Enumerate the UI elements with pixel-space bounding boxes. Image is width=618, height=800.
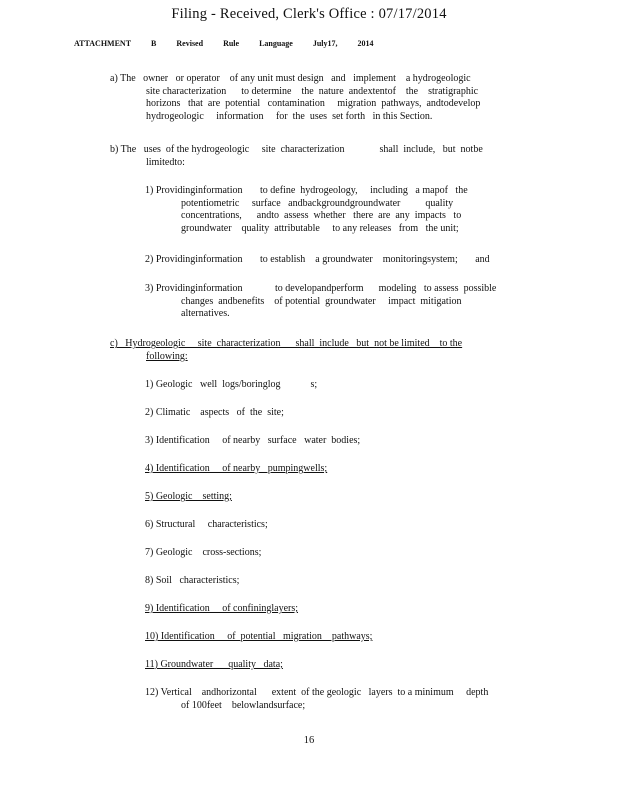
page-number: 16: [303, 735, 315, 746]
attachment-year: 2014: [357, 39, 374, 48]
item-line: alternatives.: [181, 308, 230, 319]
section-a-line: site characterization to determine the nature andextentof the stratigraphic: [146, 85, 479, 97]
section-c-item: 2) Climatic aspects of the site;: [145, 407, 284, 418]
section-c-item: 10) Identification of potential migration pathways;: [145, 631, 373, 642]
attachment-date: July17,: [312, 39, 338, 48]
section-b-item-2: [145, 254, 490, 267]
attachment-label: ATTACHMENT: [74, 39, 132, 48]
item-line: 3) Providinginformation to developandperform modeling to assess possible: [145, 283, 497, 294]
section-b-item-1: [145, 185, 468, 235]
section-b-item-3: [145, 283, 496, 321]
item-line: groundwater quality attributable to any releases from the unit;: [181, 222, 459, 234]
section-b-line: limitedto:: [146, 156, 185, 168]
section-b-line: b) The uses of the hydrogeologic site characterization shall include, but notbe: [110, 144, 483, 155]
attachment-line: [74, 39, 392, 48]
section-c-item: 4) Identification of nearby pumpingwells;: [145, 463, 328, 474]
item-line: 2) Providinginformation to establish a groundwater monitoringsystem; and: [145, 254, 490, 265]
section-c-item-12: [145, 687, 488, 712]
item-line: concentrations, andto assess whether there are any impacts to: [181, 210, 462, 221]
item-line: potentiometric surface andbackgroundgroundwater quality: [181, 197, 454, 209]
item-line: 1) Providinginformation to define hydrogeology, including a mapof the: [145, 185, 468, 196]
section-a-line: hydrogeologic information for the uses set forth in this Section.: [146, 110, 433, 122]
section-a-line: horizons that are potential contamination migration pathways, andtodevelop: [146, 98, 481, 109]
item-line: 12) Vertical andhorizontal extent of the geologic layers to a minimum depth: [145, 687, 489, 698]
filing-stamp: Filing - Received, Clerk's Office : 07/17/2014: [171, 6, 447, 22]
attachment-language: Language: [259, 39, 293, 48]
item-line: changes andbenefits of potential groundwater impact mitigation: [181, 295, 462, 307]
section-a: [110, 73, 480, 123]
section-c-item: 9) Identification of confininglayers;: [145, 603, 299, 614]
section-b: [110, 144, 483, 169]
section-a-line: a) The owner or operator of any unit must design and implement a hydrogeologic: [110, 73, 471, 84]
section-c-item: 1) Geologic well logs/boringlog s;: [145, 379, 318, 390]
section-c-item: 6) Structural characteristics;: [145, 519, 268, 530]
section-c-item: 8) Soil characteristics;: [145, 575, 240, 586]
attachment-letter: B: [151, 39, 157, 48]
section-c-item: 7) Geologic cross-sections;: [145, 547, 262, 558]
section-c: [110, 338, 544, 363]
section-c-line: c) Hydrogeologic site characterization shall include but not be limited to the: [110, 338, 463, 349]
section-c-item: 5) Geologic setting;: [145, 491, 232, 502]
attachment-rule: Rule: [223, 39, 240, 48]
section-c-item: 3) Identification of nearby surface water bodies;: [145, 435, 361, 446]
section-c-item: 11) Groundwater quality data;: [145, 659, 283, 670]
attachment-revised: Revised: [176, 39, 204, 48]
section-c-line: following:: [146, 350, 188, 362]
item-line: of 100feet belowlandsurface;: [181, 699, 306, 711]
